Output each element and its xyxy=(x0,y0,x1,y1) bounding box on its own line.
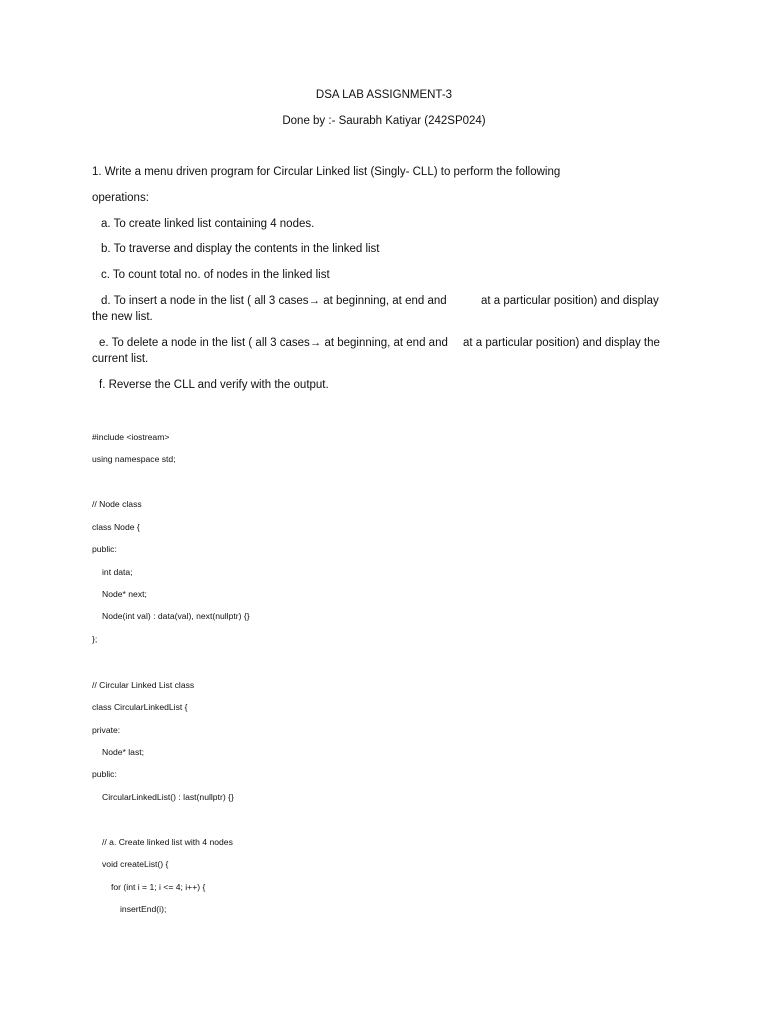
code-line: public: xyxy=(92,544,117,554)
code-line: void createList() { xyxy=(102,859,169,869)
code-line: CircularLinkedList() : last(nullptr) {} xyxy=(102,792,234,802)
code-line: Node* last; xyxy=(102,747,145,757)
code-line: class Node { xyxy=(92,522,140,532)
code-comment: // Circular Linked List class xyxy=(92,680,195,690)
document-title: DSA LAB ASSIGNMENT-3 xyxy=(315,89,453,101)
question-item-e-part2: at a particular position) and display the xyxy=(463,337,660,349)
question-item-d-part1: d. To insert a node in the list ( all 3 cases→ at beginning, at end and xyxy=(101,295,447,307)
question-intro-line2: operations: xyxy=(92,192,149,204)
document-author: Done by :- Saurabh Katiyar (242SP024) xyxy=(282,115,486,127)
code-comment: // Node class xyxy=(92,499,142,509)
code-line: public: xyxy=(92,769,117,779)
code-line: using namespace std; xyxy=(92,454,176,464)
question-item-f: f. Reverse the CLL and verify with the output. xyxy=(99,379,329,391)
code-comment: // a. Create linked list with 4 nodes xyxy=(102,837,233,847)
code-line: Node(int val) : data(val), next(nullptr) {} xyxy=(102,611,250,621)
code-line: class CircularLinkedList { xyxy=(92,702,188,712)
code-line: private: xyxy=(92,725,121,735)
question-item-d-line2: the new list. xyxy=(92,311,153,323)
question-item-a: a. To create linked list containing 4 nodes. xyxy=(101,218,315,230)
code-line: for (int i = 1; i <= 4; i++) { xyxy=(111,882,206,892)
question-item-c: c. To count total no. of nodes in the linked list xyxy=(101,269,330,281)
question-item-b: b. To traverse and display the contents in the linked list xyxy=(101,243,380,255)
question-item-e-part1: e. To delete a node in the list ( all 3 cases→ at beginning, at end and xyxy=(99,337,448,349)
code-line: Node* next; xyxy=(102,589,147,599)
code-line: insertEnd(i); xyxy=(120,904,167,914)
code-line: }; xyxy=(92,634,98,644)
question-item-e-line2: current list. xyxy=(92,353,149,365)
code-line: #include <iostream> xyxy=(92,432,170,442)
question-item-d-part2: at a particular position) and display xyxy=(481,295,659,307)
question-intro-line1: 1. Write a menu driven program for Circular Linked list (Singly- CLL) to perform the following xyxy=(92,166,561,178)
code-line: int data; xyxy=(102,567,133,577)
